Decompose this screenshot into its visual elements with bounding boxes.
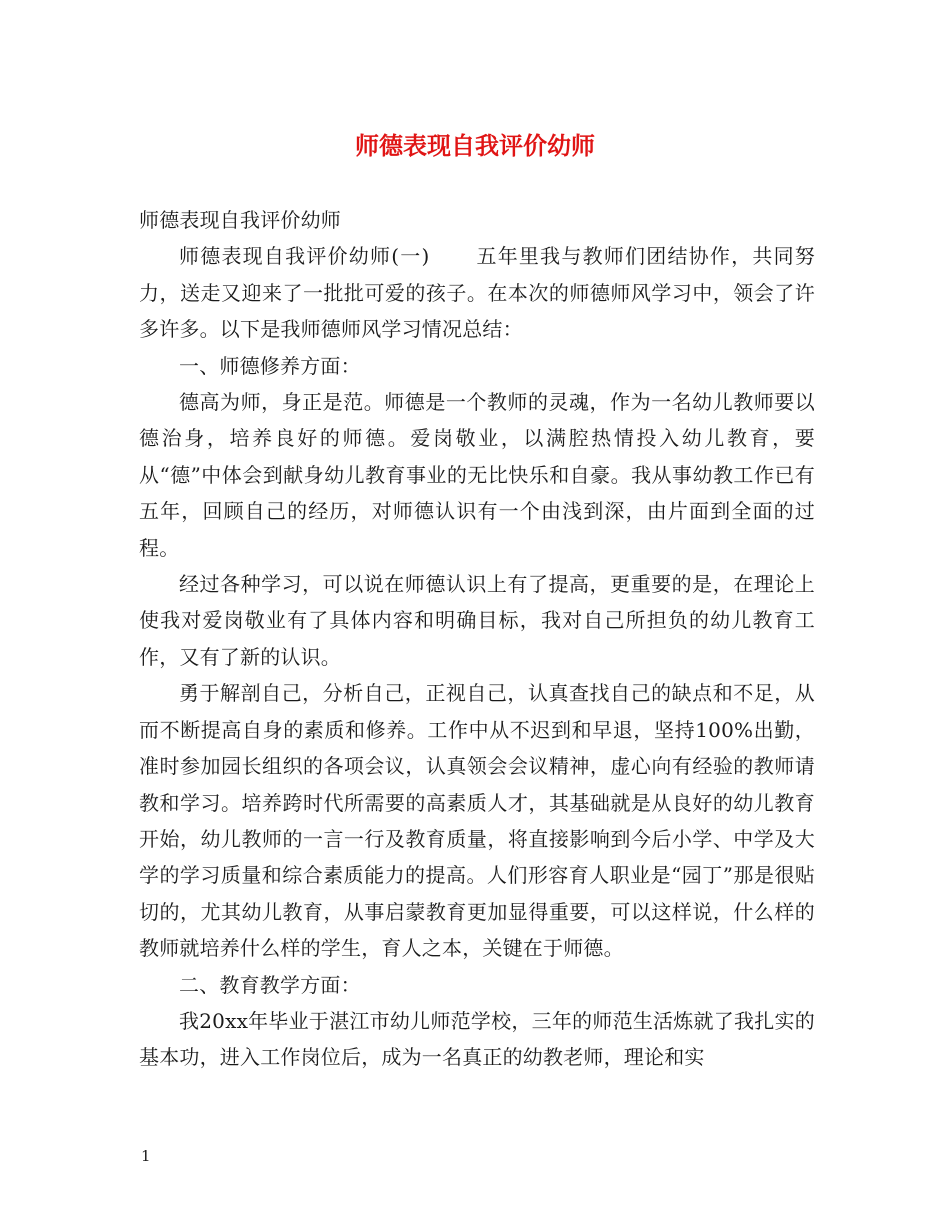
section-heading-2: 二、教育教学方面： [179,972,361,997]
intro-paragraph [139,238,815,347]
section1-paragraph-1: 德高为师，身正是范。师德是一个教师的灵魂，作为一名幼儿教师要以德治身，培养良好的师德。爱岗敬业，以满腔热情投入幼儿教育，要从“德”中体会到献身幼儿教育事业的无比快乐和自豪。我从事幼教工作已有五年，回顾自己的经历，对师德认识有一个由浅到深，由片面到全面的过程。 [139,390,815,560]
intro-heading: 师德表现自我评价幼师(一) [179,244,430,269]
document-title: 师德表现自我评价幼师 [355,131,595,160]
intro-text: 五年里我与教师们团结协作，共同努力，送走又迎来了一批批可爱的孩子。在本次的师德师风学习中，领会了许多许多。以下是我师德师风学习情况总结： [139,244,815,342]
section-heading-1: 一、师德修养方面： [179,353,361,378]
section1-paragraph-3: 勇于解剖自己，分析自己，正视自己，认真查找自己的缺点和不足，从而不断提高自身的素质和修养。工作中从不迟到和早退，坚持100%出勤，准时参加园长组织的各项会议，认真领会会议精神，虚心向有经验的教师请教和学习。培养跨时代所需要的高素质人才，其基础就是从良好的幼儿教育开始，幼儿教师的一言一行及教育质量，将直接影响到今后小学、中学及大学的学习质量和综合素质能力的提高。人们形容育人职业是“园丁”那是很贴切的，尤其幼儿教育，从事启蒙教育更加显得重要，可以这样说，什么样的教师就培养什么样的学生，育人之本，关键在于师德。 [139,681,815,961]
document-body [139,202,815,1076]
page-number: 1 [141,1147,151,1165]
section2-paragraph-1: 我20xx年毕业于湛江市幼儿师范学校，三年的师范生活炼就了我扎实的基本功，进入工作岗位后，成为一名真正的幼教老师，理论和实 [139,1008,815,1070]
subtitle-line: 师德表现自我评价幼师 [139,208,341,232]
section1-paragraph-2: 经过各种学习，可以说在师德认识上有了提高，更重要的是，在理论上使我对爱岗敬业有了具体内容和明确目标，我对自己所担负的幼儿教育工作，又有了新的认识。 [139,572,815,669]
